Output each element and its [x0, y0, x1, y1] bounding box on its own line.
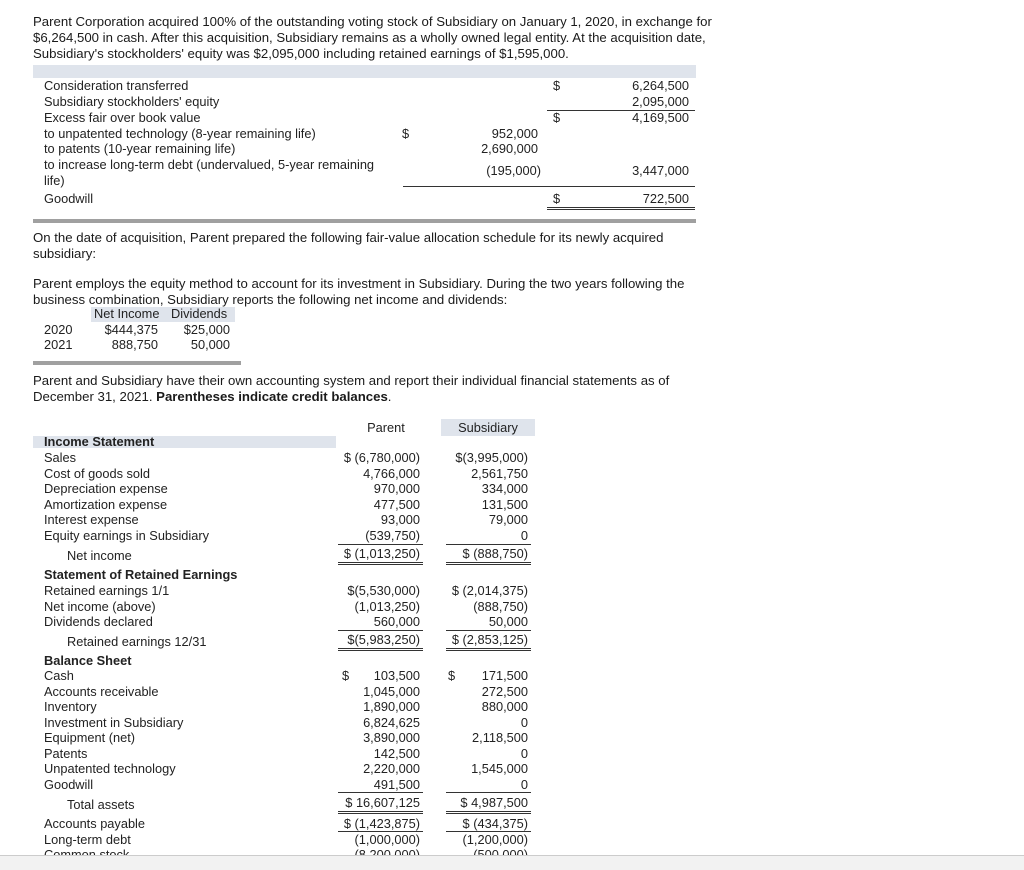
net-income-subsidiary: $ (888,750)	[462, 546, 528, 561]
income-statement-heading: Income Statement	[44, 434, 155, 449]
fs-underline	[338, 630, 423, 631]
cash-sub-sym: $	[448, 668, 456, 683]
income-row-subsidiary-value: 131,500	[481, 496, 528, 512]
re-row-label: Net income (above)	[44, 598, 156, 614]
alloc-row-consideration: Consideration transferred	[44, 78, 189, 93]
net-income-parent: $ (1,013,250)	[343, 546, 420, 561]
alloc-right-value: 722,500	[642, 191, 689, 206]
alloc-right-value: 4,169,500	[632, 110, 689, 125]
bs-row-parent-value: 3,890,000	[363, 730, 420, 745]
alloc-underline	[403, 186, 695, 187]
bs-row-label: Accounts receivable	[44, 683, 159, 699]
income-row-subsidiary-value: 334,000	[481, 481, 528, 496]
alloc-mid-value: (195,000)	[486, 163, 541, 178]
income-row-parent-value: 477,500	[373, 496, 420, 512]
re-end-label: Retained earnings 12/31	[67, 634, 207, 649]
ni-value: $444,375	[104, 322, 158, 337]
fs-underline	[338, 792, 423, 793]
re-row-parent-value: $(5,530,000)	[347, 583, 420, 598]
financial-statements-paragraph: Parent and Subsidiary have their own accounting system and report their individual financial statements as of December 31, 2021. Parentheses indicate credit balances.	[33, 373, 670, 404]
bs-row-subsidiary-value: 272,500	[481, 683, 528, 699]
bs-row-parent-value: 491,500	[373, 776, 420, 792]
total-assets-subsidiary: $ 4,987,500	[460, 795, 528, 810]
re-row-label: Retained earnings 1/1	[44, 583, 170, 598]
intro-paragraph: Parent Corporation acquired 100% of the outstanding voting stock of Subsidiary on January 1, 2020, in exchange for $6,264,500 in cash. After this acquisition, Subsidiary remains as a wholly owned legal entity. At the acquisition date, Subsidiary's stockholders' equity was $2,095,000 including retained earnings of $1,595,000.	[33, 14, 712, 61]
income-row-label: Depreciation expense	[44, 481, 168, 496]
bs-row-label: Unpatented technology	[44, 761, 176, 776]
bs-row-label: Inventory	[44, 699, 97, 714]
income-row-label: Equity earnings in Subsidiary	[44, 527, 210, 543]
alloc-right-value: 2,095,000	[632, 94, 689, 109]
ni-year: 2020	[44, 322, 73, 337]
alloc-right-sym: $	[553, 191, 561, 206]
div-value: 50,000	[190, 337, 230, 352]
allocation-caption: On the date of acquisition, Parent prepared the following fair-value allocation schedule for its newly acquired subsidiary:	[33, 230, 664, 261]
income-row-subsidiary-value: $(3,995,000)	[455, 450, 528, 465]
re-row-label: Dividends declared	[44, 614, 153, 629]
bs-row-label: Equipment (net)	[44, 730, 136, 745]
col-header-parent: Parent	[336, 419, 436, 436]
bs-row-subsidiary-value: 1,545,000	[471, 761, 528, 776]
liab-row-parent-value: (1,000,000)	[354, 831, 420, 847]
alloc-right-value: 3,447,000	[632, 163, 689, 178]
fs-double-underline	[446, 811, 531, 814]
retained-earnings-heading: Statement of Retained Earnings	[44, 567, 238, 582]
alloc-right-sym: $	[553, 110, 561, 125]
bs-row-subsidiary-value: 0	[520, 714, 528, 730]
alloc-double-underline	[547, 207, 695, 210]
bs-row-parent-value: 1,045,000	[363, 683, 420, 699]
re-end-subsidiary: $ (2,853,125)	[451, 632, 528, 647]
income-row-parent-value: $ (6,780,000)	[343, 450, 420, 465]
alloc-row-debt: to increase long-term debt (undervalued, 5-year remaining	[44, 157, 375, 172]
ni-header-net-income: Net Income	[94, 306, 160, 321]
bs-row-parent-value: 103,500	[373, 668, 420, 683]
total-assets-label: Total assets	[67, 797, 135, 812]
total-assets-parent: $ 16,607,125	[345, 795, 420, 810]
income-row-label: Cost of goods sold	[44, 465, 150, 481]
allocation-header-bar	[33, 65, 696, 78]
income-row-subsidiary-value: 2,561,750	[471, 465, 528, 481]
div-value: $25,000	[183, 322, 230, 337]
re-end-parent: $(5,983,250)	[347, 632, 420, 647]
bs-row-subsidiary-value: 2,118,500	[472, 730, 528, 745]
alloc-right-value: 6,264,500	[632, 78, 689, 93]
fs-underline	[446, 544, 531, 545]
section-divider	[33, 361, 241, 365]
alloc-mid-value: 952,000	[491, 126, 538, 141]
alloc-row-technology: to unpatented technology (8-year remaining life)	[44, 126, 316, 141]
bs-row-subsidiary-value: 0	[520, 745, 528, 761]
net-income-label: Net income	[67, 548, 132, 563]
fs-underline	[446, 831, 531, 832]
re-row-parent-value: (1,013,250)	[354, 598, 420, 614]
balance-sheet-heading: Balance Sheet	[44, 653, 132, 668]
cash-parent-sym: $	[342, 668, 350, 683]
fs-double-underline	[338, 562, 423, 565]
income-row-subsidiary-value: 79,000	[488, 512, 528, 527]
fs-double-underline	[338, 648, 423, 651]
section-divider	[33, 219, 696, 223]
alloc-row-goodwill: Goodwill	[44, 191, 94, 206]
ni-value: 888,750	[111, 337, 158, 352]
income-row-label: Sales	[44, 450, 77, 465]
alloc-row-debt-cont: life)	[44, 173, 65, 188]
liab-row-subsidiary-value: (1,200,000)	[462, 831, 528, 847]
liab-row-parent-value: $ (1,423,875)	[343, 816, 420, 831]
alloc-row-equity: Subsidiary stockholders' equity	[44, 94, 220, 109]
bs-row-subsidiary-value: 0	[520, 776, 528, 792]
re-row-subsidiary-value: (888,750)	[473, 598, 528, 614]
income-row-subsidiary-value: 0	[520, 527, 528, 543]
alloc-mid-value: 2,690,000	[481, 141, 538, 156]
income-row-label: Amortization expense	[44, 496, 168, 512]
bs-row-parent-value: 1,890,000	[363, 699, 420, 714]
re-row-parent-value: 560,000	[373, 614, 420, 629]
equity-method-paragraph: Parent employs the equity method to account for its investment in Subsidiary. During the two years following the business combination, Subsidiary reports the following net income and dividends:	[33, 276, 685, 307]
ni-header-dividends: Dividends	[171, 306, 228, 321]
bs-row-label: Cash	[44, 668, 74, 683]
alloc-right-sym: $	[553, 78, 561, 93]
alloc-mid-sym: $	[402, 126, 410, 141]
col-header-subsidiary: Subsidiary	[441, 419, 535, 436]
liab-row-subsidiary-value: $ (434,375)	[462, 816, 528, 831]
fs-double-underline	[338, 811, 423, 814]
income-row-parent-value: (539,750)	[365, 527, 420, 543]
bs-row-label: Patents	[44, 745, 88, 761]
liab-row-label: Accounts payable	[44, 816, 146, 831]
fs-double-underline	[446, 562, 531, 565]
bs-row-subsidiary-value: 171,500	[481, 668, 528, 683]
income-row-parent-value: 970,000	[373, 481, 420, 496]
bottom-scroll-band	[0, 855, 1024, 870]
alloc-row-patents: to patents (10-year remaining life)	[44, 141, 236, 156]
income-row-label: Interest expense	[44, 512, 139, 527]
bs-row-label: Goodwill	[44, 776, 94, 792]
bs-row-parent-value: 2,220,000	[363, 761, 420, 776]
fs-underline	[338, 544, 423, 545]
bs-row-subsidiary-value: 880,000	[481, 699, 528, 714]
re-row-subsidiary-value: $ (2,014,375)	[451, 583, 528, 598]
income-row-parent-value: 93,000	[380, 512, 420, 527]
bs-row-parent-value: 142,500	[373, 745, 420, 761]
liab-row-label: Long-term debt	[44, 831, 131, 847]
fs-double-underline	[446, 648, 531, 651]
fs-underline	[446, 630, 531, 631]
income-row-parent-value: 4,766,000	[363, 465, 420, 481]
ni-year: 2021	[44, 337, 73, 352]
re-row-subsidiary-value: 50,000	[488, 614, 528, 629]
fs-underline	[338, 831, 423, 832]
alloc-row-excess: Excess fair over book value	[44, 110, 201, 125]
bs-row-label: Investment in Subsidiary	[44, 714, 184, 730]
fs-underline	[446, 792, 531, 793]
bs-row-parent-value: 6,824,625	[363, 714, 420, 730]
